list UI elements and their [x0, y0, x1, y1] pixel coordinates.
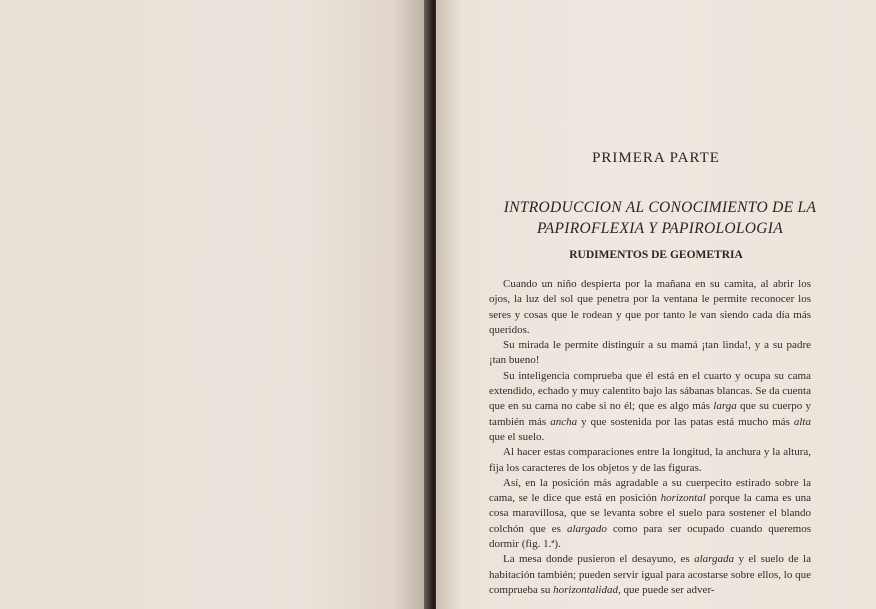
paragraph [489, 369, 811, 445]
italic-term: ancha [550, 415, 578, 428]
text-run: , que puede ser adver- [617, 583, 715, 596]
text-run: Así, en la posición más agradable a su cuerpecito estirado sobre la cama, se le dice que está en posición [489, 476, 811, 505]
text-run: y el suelo de la habitación también; pueden servir igual para acostarse sobre ellos, lo que comprueba su [489, 553, 811, 596]
text-run: Al hacer estas comparaciones entre la longitud, la anchura y la altura, fija los caracteres de los objetos y de las figuras. [489, 446, 811, 474]
text-run: Cuando un niño despierta por la mañana en su camita, al abrir los ojos, la luz del sol que penetra por la ventana le permite reconocer los seres y cosas que le rodean y que por tanto le van siendo cada día más queridos. [489, 278, 811, 336]
paragraph [489, 445, 811, 476]
italic-term: alta [793, 415, 811, 428]
paragraph [489, 277, 811, 338]
text-run: Su inteligencia comprueba que él está en el cuarto y ocupa su cama extendido, echado y muy calentito bajo las sábanas blancas. Se da cuenta que en su cama no cabe si no él; que es algo más [489, 369, 811, 413]
text-run: y que sostenida por las patas está mucho más [577, 415, 794, 428]
italic-term: horizontal [660, 492, 706, 505]
text-run: porque la cama es una cosa maravillosa, que se levanta sobre el suelo para sostener el blando colchón que es [489, 492, 811, 535]
text-run: como para ser ocupado cuando queremos dormir (fig. 1.ª). [489, 522, 811, 551]
part-heading: PRIMERA PARTE [592, 150, 720, 166]
text-run: La mesa donde pusieron el desayuno, es [503, 553, 695, 566]
paragraph [489, 476, 811, 552]
body-text [489, 277, 811, 598]
italic-term: larga [713, 400, 737, 413]
text-run: que el suelo. [489, 430, 545, 443]
paragraph [489, 338, 811, 369]
section-heading: RUDIMENTOS DE GEOMETRIA [569, 249, 743, 261]
left-page [0, 0, 428, 609]
paragraph [489, 552, 811, 598]
text-run: Su mirada le permite distinguir a su mamá ¡tan linda!, y a su padre ¡tan bueno! [489, 339, 811, 367]
italic-term: horizontalidad [553, 583, 618, 596]
italic-term: alargado [566, 522, 607, 535]
text-run: que su cuerpo y también más [489, 400, 811, 428]
italic-term: alargada [694, 553, 735, 566]
chapter-title: INTRODUCCION AL CONOCIMIENTO DE LA PAPIROFLEXIA Y PAPIROLOLOGIA [503, 199, 817, 237]
